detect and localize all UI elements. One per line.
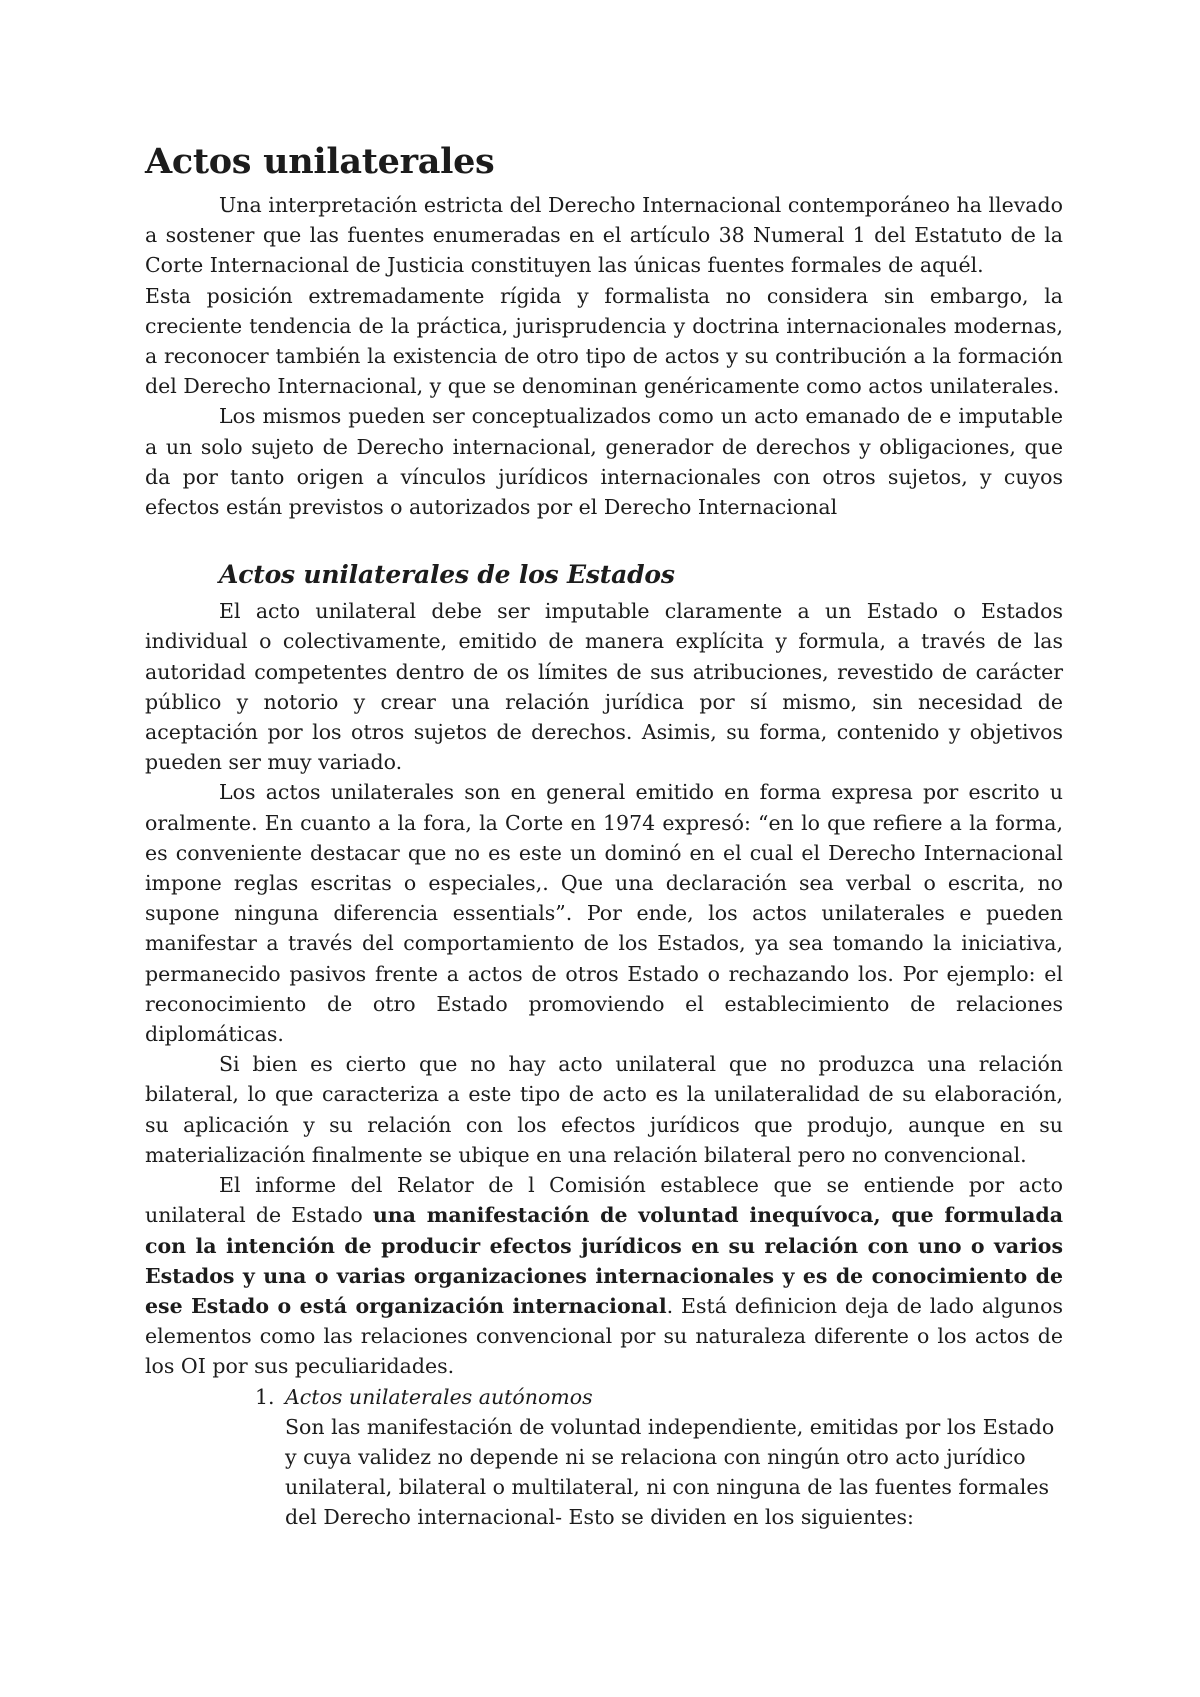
section-heading: Actos unilaterales de los Estados xyxy=(219,560,675,590)
definition-intro-text: El informe del Relator de l Comisión establece que se entiende por acto unilateral de Estado xyxy=(145,1173,1063,1228)
list-item-body: Son las manifestación de voluntad independiente, emitidas por los Estado y cuya validez no depende ni se relaciona con ningún otro acto jurídico unilateral, bilateral o multilateral, ni con ninguna de las fuentes formales del Derecho internacional- Esto se dividen en los siguientes: xyxy=(285,1414,1055,1530)
intro-paragraph-3: Los mismos pueden ser conceptualizados como un acto emanado de e imputable a un solo sujeto de Derecho internacional, generador de derechos y obligaciones, que da por tanto origen a vínculos jurídicos internacionales con otros sujetos, y cuyos efectos están previstos o autorizados por el Derecho Internacional xyxy=(145,404,1063,520)
definition-bold-text: una manifestación de voluntad inequívoca, que formulada con la intención de producir efectos jurídicos en su relación con uno o varios Estados y una o varias organizaciones internacionales y es de conocimiento de ese Estado o está organización internacional xyxy=(145,1203,1063,1318)
intro-paragraph-2: Esta posición extremadamente rígida y formalista no considera sin embargo, la creciente tendencia de la práctica, jurisprudencia y doctrina internacionales modernas, a reconocer también la existencia de otro tipo de actos y su contribución a la formación del Derecho Internacional, y que se denominan genéricamente como actos unilaterales. xyxy=(145,283,1063,399)
intro-paragraph-1: Una interpretación estricta del Derecho Internacional contemporáneo ha llevado a sostener que las fuentes enumeradas en el artículo 38 Numeral 1 del Estatuto de la Corte Internacional de Justicia constituyen las únicas fuentes formales de aquél. xyxy=(145,193,1063,278)
section-paragraph-1: El acto unilateral debe ser imputable claramente a un Estado o Estados individual o colectivamente, emitido de manera explícita y formula, a través de las autoridad competentes dentro de os límites de sus atribuciones, revestido de carácter público y notorio y crear una relación jurídica por sí mismo, sin necesidad de aceptación por los otros sujetos de derechos. Asimis, su forma, contenido y objetivos pueden ser muy variado. xyxy=(145,599,1063,775)
document-title: Actos unilaterales xyxy=(145,141,495,182)
list-item-number: 1. xyxy=(255,1384,275,1409)
list-item xyxy=(255,1382,1063,1533)
document-page xyxy=(145,138,1063,1533)
section-paragraph-3: Si bien es cierto que no hay acto unilateral que no produzca una relación bilateral, lo que caracteriza a este tipo de acto es la unilateralidad de su elaboración, su aplicación y su relación con los efectos jurídicos que produjo, aunque en su materialización finalmente se ubique en una relación bilateral pero no convencional. xyxy=(145,1052,1063,1167)
section-paragraph-2: Los actos unilaterales son en general emitido en forma expresa por escrito u oralmente. En cuanto a la fora, la Corte en 1974 expresó: “en lo que refiere a la forma, es conveniente destacar que no es este un dominó en el cual el Derecho Internacional impone reglas escritas o especiales,. Que una declaración sea verbal o escrita, no supone ninguna diferencia essentials”. Por ende, los actos unilaterales e pueden manifestar a través del comportamiento de los Estados, ya sea tomando la iniciativa, permanecido pasivos frente a actos de otros Estado o rechazando los. Por ejemplo: el reconocimiento de otro Estado promoviendo el establecimiento de relaciones diplomáticas. xyxy=(145,780,1063,1047)
list-item-title: Actos unilaterales autónomos xyxy=(285,1384,593,1409)
numbered-list xyxy=(145,1382,1063,1533)
definition-remark-text: . Está definicion deja de lado algunos elementos como las relaciones convencional por su naturaleza diferente o los actos de los OI por sus peculiaridades. xyxy=(145,1293,1063,1379)
section-paragraph-4 xyxy=(145,1170,1063,1381)
